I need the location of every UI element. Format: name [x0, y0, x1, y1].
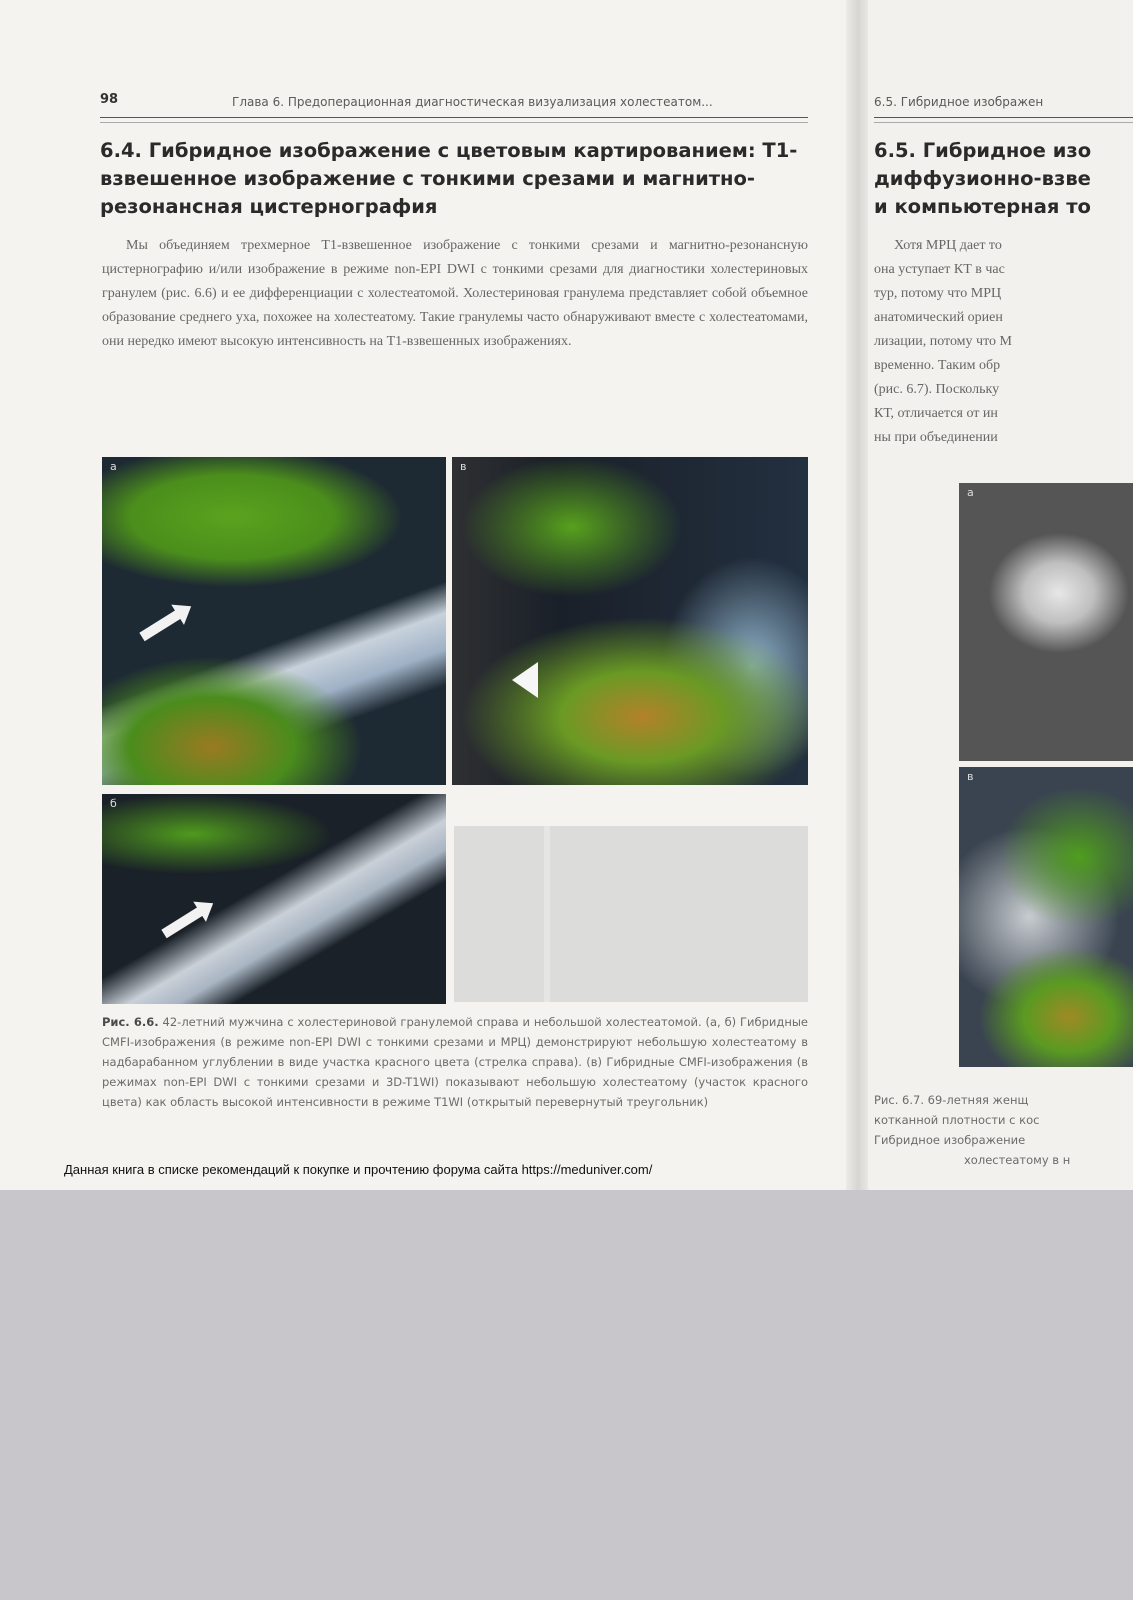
right-body-line: тур, потому что МРЦ	[874, 286, 1002, 301]
right-caption-line: котканной плотности с кос	[874, 1113, 1040, 1127]
figure-panel-a	[102, 457, 446, 785]
arrow-icon	[139, 608, 183, 641]
right-body-line: анатомический ориен	[874, 310, 1003, 325]
scan-background	[0, 1190, 1133, 1600]
running-head: Глава 6. Предоперационная диагностическая визуализация холестеатом...	[232, 95, 713, 109]
arrow-icon	[161, 905, 205, 938]
panel-label-b: б	[110, 797, 117, 810]
right-body-line: лизации, потому что М	[874, 334, 1012, 349]
body-paragraph: Мы объединяем трехмерное Т1-взвешенное изображение с тонкими срезами и магнитно-резонансную цистернографию и/или изображение в режиме non-EPI DWI с тонкими срезами для диагностики холестериновых гранулем (рис. 6.6) и ее дифференциации с холестеатомой. Холестериновая гранулема представляет собой объемное образование среднего уха, похожее на холестеатому. Такие гранулемы часто обнаруживают вместе с холестеатомами, они нередко имеют высокую интенсивность на Т1-взвешенных изображениях.	[102, 238, 808, 349]
right-body-line: ны при объединении	[874, 430, 998, 445]
right-body-line: она уступает КТ в час	[874, 262, 1005, 277]
right-caption-line: Гибридное изображение	[874, 1133, 1026, 1147]
right-figure-panel-v	[959, 767, 1133, 1067]
right-panel-label-v: в	[967, 770, 974, 783]
panel-label-v: в	[460, 460, 467, 473]
right-body-line: (рис. 6.7). Поскольку	[874, 382, 1000, 397]
right-header-rule-thin	[874, 122, 1133, 123]
panel-label-a: а	[110, 460, 117, 473]
footer-note: Данная книга в списке рекомендаций к покупке и прочтению форума сайта https://meduniver.com/	[64, 1162, 653, 1177]
figure-panel-b	[102, 794, 446, 1004]
figure-blank-area	[454, 826, 808, 1002]
right-title-line: и компьютерная то	[874, 195, 1091, 218]
right-caption-line: холестеатому в н	[964, 1153, 1071, 1167]
right-figure-caption	[874, 1090, 1133, 1170]
right-caption-line: Рис. 6.7. 69-летняя женщ	[874, 1093, 1029, 1107]
right-body-text	[874, 234, 1133, 450]
right-title-line: 6.5. Гибридное изо	[874, 139, 1092, 162]
header-rule	[100, 117, 808, 118]
right-section-title	[874, 137, 1133, 221]
figure-caption	[102, 1012, 808, 1112]
page-number: 98	[100, 92, 119, 107]
right-body-line: Хотя МРЦ дает то	[894, 238, 1002, 253]
caption-label: Рис. 6.6.	[102, 1015, 159, 1029]
figure-panel-v	[452, 457, 808, 785]
triangle-marker-icon	[512, 662, 538, 698]
right-running-head: 6.5. Гибридное изображен	[874, 95, 1044, 109]
caption-text: 42-летний мужчина с холестериновой гранулемой справа и небольшой холестеатомой. (а, б) Гибридные CMFI-изображения (в режиме non-EPI DWI с тонкими срезами и МРЦ) демонстрируют небольшую холестеатому в надбарабанном углублении в виде участка красного цвета (стрелка справа). (в) Гибридные CMFI-изображения (в режимах non-EPI DWI с тонкими срезами и 3D-T1WI) показывают небольшую холестеатому (участок красного цвета) как область высокой интенсивности в режиме T1WI (открытый перевернутый треугольник)	[102, 1015, 809, 1109]
book-gutter	[846, 0, 868, 1190]
right-page	[868, 0, 1133, 1190]
header-rule-thin	[100, 122, 808, 123]
right-figure-panel-a	[959, 483, 1133, 761]
figure-blank-divider	[544, 826, 550, 1002]
right-title-line: диффузионно-взве	[874, 167, 1091, 190]
section-title: 6.4. Гибридное изображение с цветовым картированием: Т1-взвешенное изображение с тонкими срезами и магнитно-резонансная цистернография	[100, 139, 798, 218]
right-header-rule	[874, 117, 1133, 118]
right-body-line: КТ, отличается от ин	[874, 406, 998, 421]
right-panel-label-a: а	[967, 486, 974, 499]
right-body-line: временно. Таким обр	[874, 358, 1001, 373]
